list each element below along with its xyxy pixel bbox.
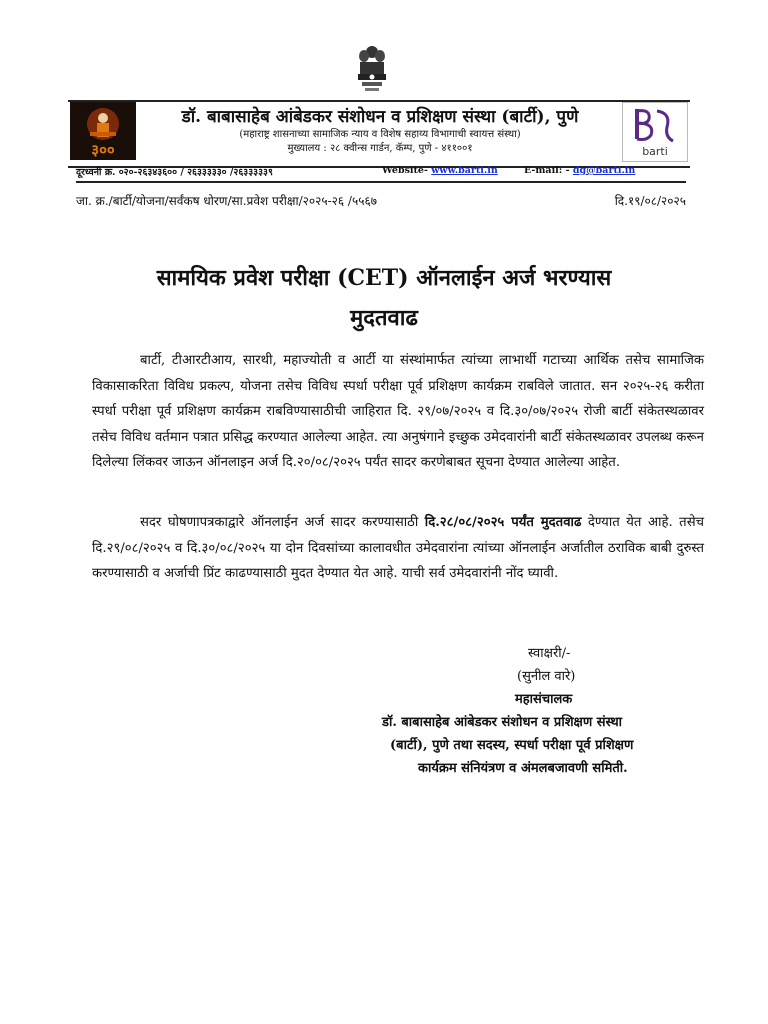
reference-number: जा. क्र./बार्टी/योजना/सर्वंकष धोरण/सा.प्रवेश परीक्षा/२०२५-२६ /५५६७ (76, 194, 377, 208)
website-link[interactable]: www.barti.in (431, 165, 498, 176)
email-link[interactable]: dg@barti.in (572, 165, 636, 176)
website-field (382, 165, 498, 176)
body-paragraph-1 (92, 348, 704, 476)
barti-logo (622, 102, 688, 162)
signature-signed: स्वाक्षरी/- (528, 646, 571, 661)
contact-row (76, 165, 686, 183)
notice-title (70, 258, 698, 338)
body-paragraph-1-text: बार्टी, टीआरटीआय, सारथी, महाज्योती व आर्टी या संस्थांमार्फत त्यांच्या लाभार्थी गटाच्या आर्थिक तसेच सामाजिक विकासाकरिता विविध प्रकल्प, योजना तसेच विविध स्पर्धा परीक्षा पूर्व प्रशिक्षण कार्यक्रम राबविले जातात. सन २०२५-२६ करीता स्पर्धा परीक्षा पूर्व प्रशिक्षण कार्यक्रम राबविण्यासाठीची जाहिरात दि. २९/०७/२०२५ व दि.३०/०७/२०२५ रोजी बार्टी संकेतस्थळावर तसेच विविध वर्तमान पत्रात प्रसिद्ध करण्यात आलेल्या आहेत. त्या अनुषंगाने इच्छुक उमेदवारांनी बार्टी संकेतस्थळावर उपलब्ध करून दिलेल्या लिंकवर जाऊन ऑनलाइन अर्ज दि.२०/०८/२०२५ पर्यंत सादर करणेबाबत सूचना देण्यात आलेल्या आहेत. (92, 353, 704, 470)
reference-date: दि.१९/०८/२०२५ (614, 194, 686, 208)
org-address: मुख्यालय : २८ क्वीन्स गार्डन, कॅम्प, पुणे - ४११००१ (287, 143, 473, 154)
signatory-org-line3: कार्यक्रम संनियंत्रण व अंमलबजावणी समिती. (418, 761, 628, 776)
signature-block (360, 642, 730, 780)
signatory-org-line1: डॉ. बाबासाहेब आंबेडकर संशोधन व प्रशिक्षण संस्था (382, 715, 623, 730)
notice-title-line2: मुदतवाढ (350, 305, 418, 331)
website-label: Website- (382, 165, 432, 176)
barti-logo-icon (623, 103, 687, 147)
signatory-designation: महासंचालक (515, 692, 573, 707)
anniversary-logo (70, 102, 136, 160)
phone-numbers: दूरध्वनी क्र. ०२०-२६३४३६०० / २६३३३३३० /२६३३३३३९ (76, 167, 273, 178)
state-emblem-icon (352, 44, 392, 94)
anniversary-logo-label: ३०० (91, 141, 115, 159)
body-paragraph-2-pre: सदर घोषणापत्रकाद्वारे ऑनलाईन अर्ज सादर करण्यासाठी (140, 515, 425, 530)
barti-logo-label: barti (642, 145, 668, 158)
org-subtitle: (महाराष्ट्र शासनाच्या सामाजिक न्याय व विशेष सहाय्य विभागाची स्वायत्त संस्था) (239, 129, 521, 140)
signatory-name: (सुनील वारे) (517, 669, 576, 684)
reference-row (76, 192, 686, 209)
body-paragraph-2 (92, 510, 704, 587)
email-label: E-mail: - (524, 165, 573, 176)
org-name: डॉ. बाबासाहेब आंबेडकर संशोधन व प्रशिक्षण संस्था (बार्टी), पुणे (181, 107, 579, 127)
extension-deadline: दि.२८/०८/२०२५ पर्यंत मुदतवाढ (424, 515, 582, 530)
body-paragraph-2-post: देण्यात येत आहे. तसेच दि.२९/०८/२०२५ व दि.३०/०८/२०२५ या दोन दिवसांच्या कालावधीत उमेदवारांना त्यांच्या ऑनलाईन अर्जातील ठराविक बाबी दुरुस्त करण्यासाठी व अर्जाची प्रिंट काढण्यासाठी मुदत देण्यात येत आहे. याची सर्व उमेदवारांनी नोंद घ्यावी. (92, 515, 704, 581)
email-field (524, 165, 635, 176)
notice-title-line1: सामयिक प्रवेश परीक्षा (CET) ऑनलाईन अर्ज भरण्यास (156, 265, 612, 291)
signatory-org-line2: (बार्टी), पुणे तथा सदस्य, स्पर्धा परीक्षा पूर्व प्रशिक्षण (390, 738, 634, 753)
